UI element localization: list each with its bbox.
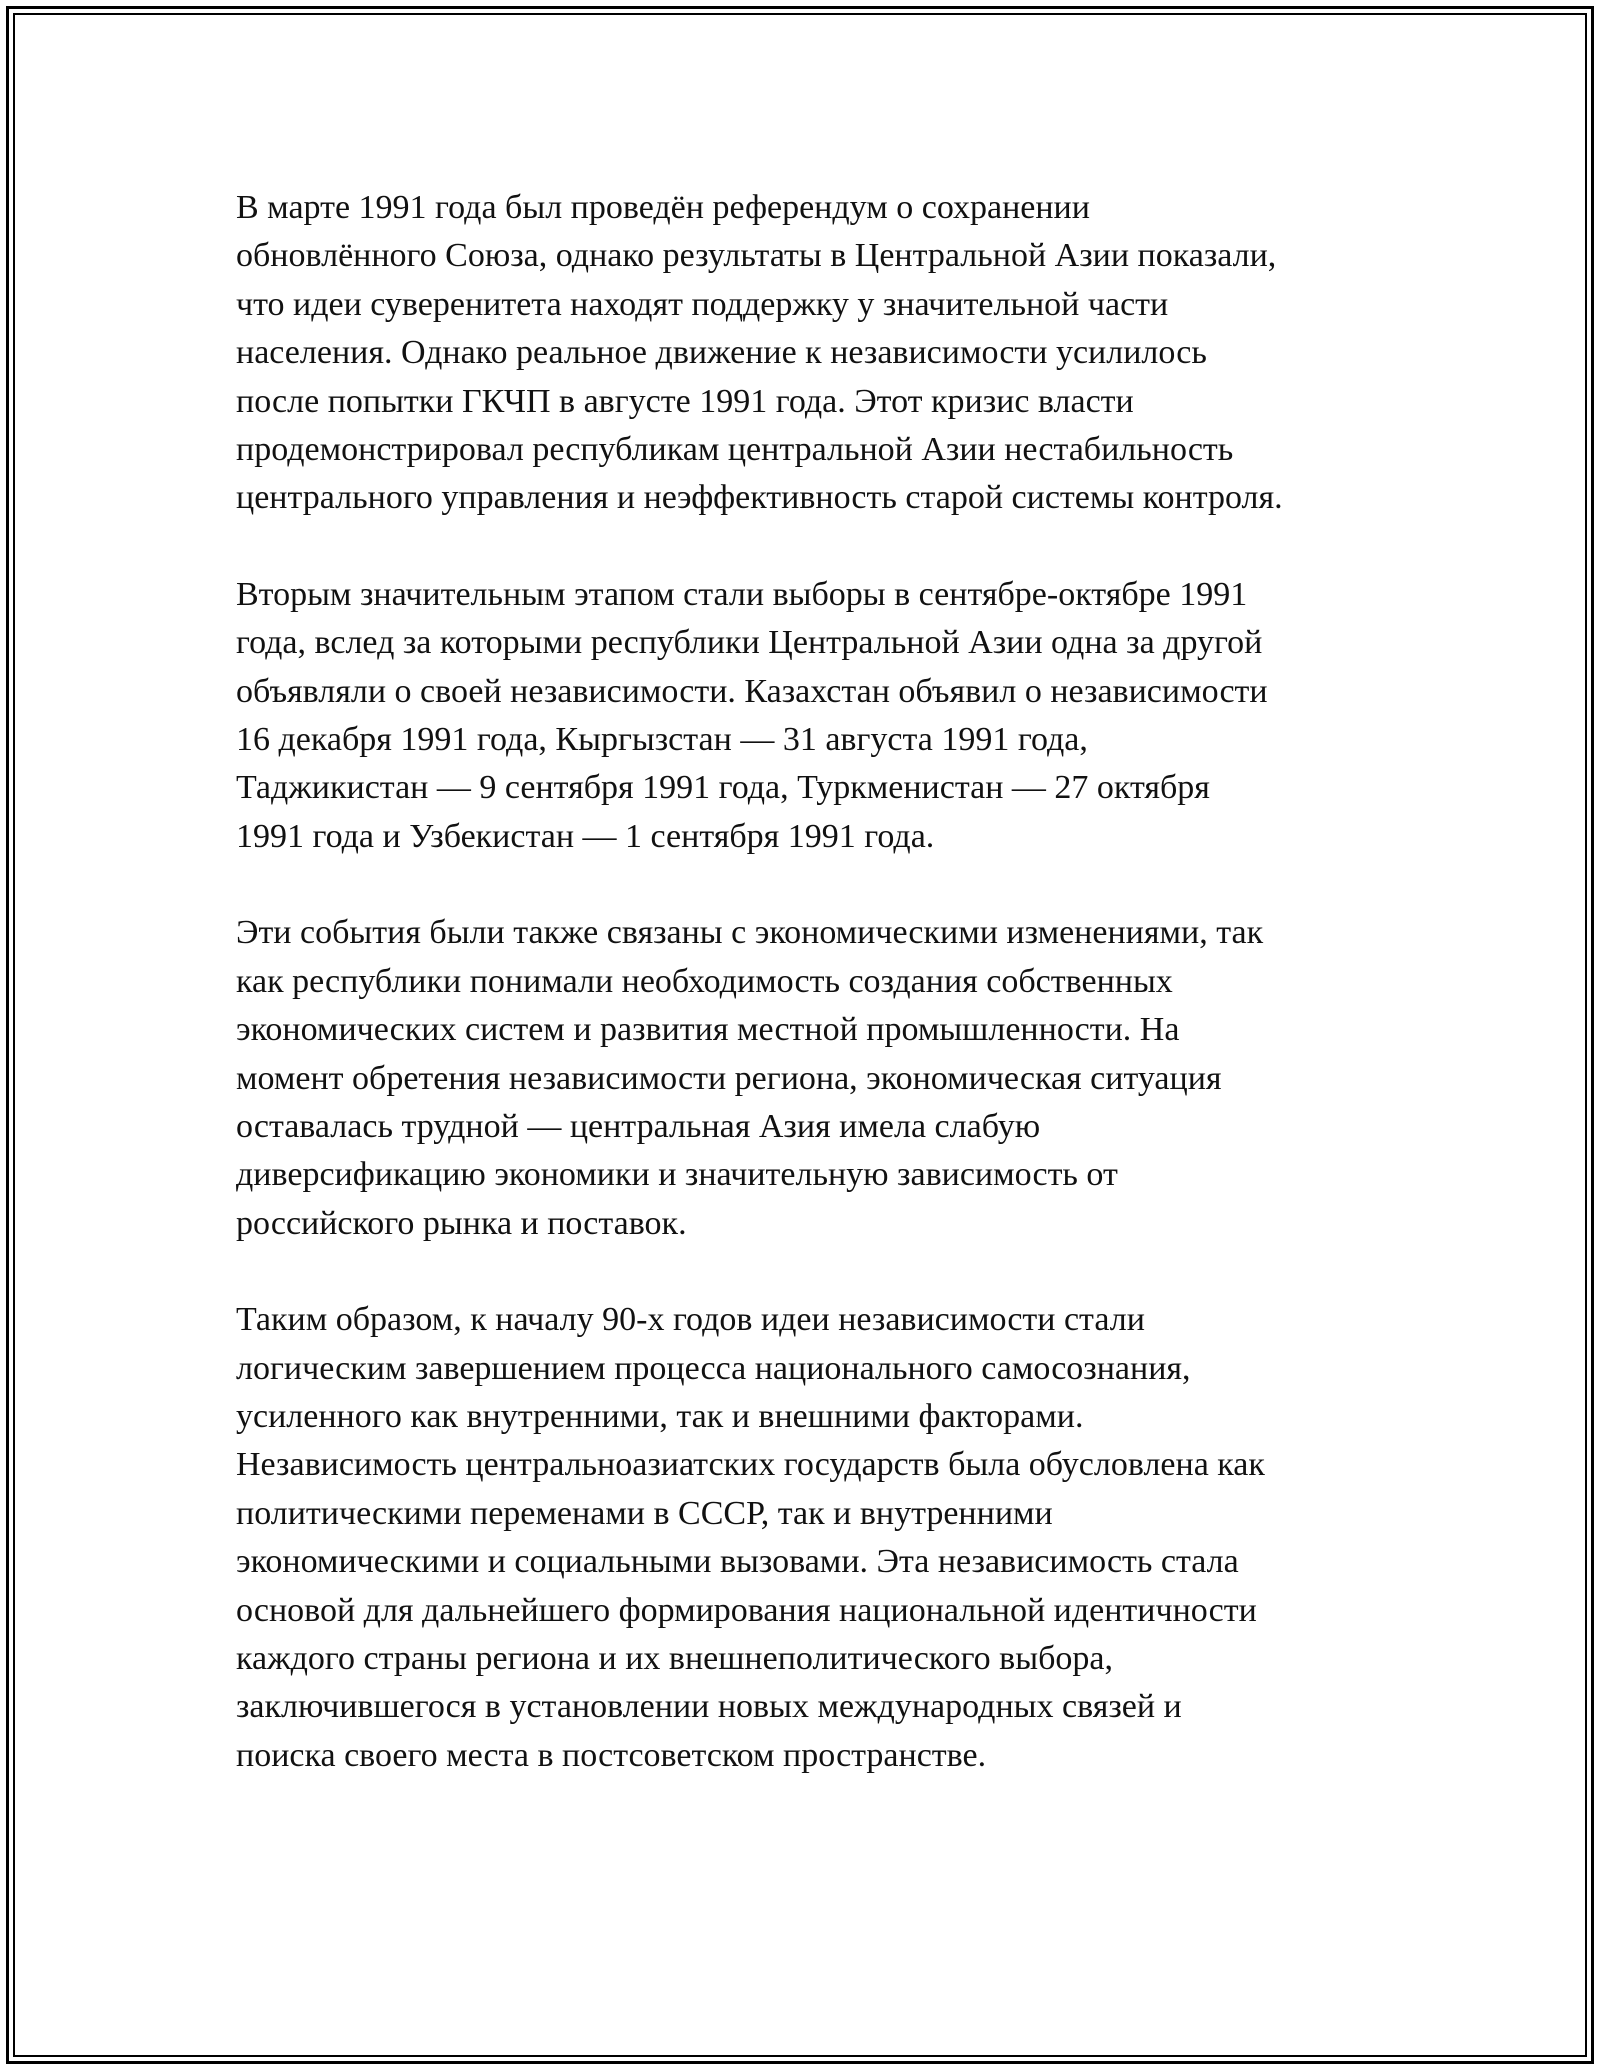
paragraph-referendum: В марте 1991 года был проведён референдум о сохранении обновлённого Союза, однако результаты в Центральной Азии показали, что идеи суверенитета находят поддержку у значительной части населения. Однако реальное движение к независимости усилилось после попытки ГКЧП в августе 1991 года. Этот кризис власти продемонстрировал республикам центральной Азии нестабильность центрального управления и неэффективность старой системы контроля. xyxy=(236,189,1283,517)
document-body xyxy=(236,184,1386,1828)
paragraph-independence-dates: Вторым значительным этапом стали выборы в сентябре-октябре 1991 года, вслед за которыми республики Центральной Азии одна за другой объявляли о своей независимости. Казахстан объявил о независимости 16 декабря 1991 года, Кыргызстан — 31 августа 1991 года, Таджикистан — 9 сентября 1991 года, Туркменистан — 27 октября 1991 года и Узбекистан — 1 сентября 1991 года. xyxy=(236,575,1268,855)
paragraph-conclusion: Таким образом, к началу 90-х годов идеи независимости стали логическим завершением процесса национального самосознания, усиленного как внутренними, так и внешними факторами. Независимость центральноазиатских государств была обусловлена как политическими переменами в СССР, так и внутренними экономическими и социальными вызовами. Эта независимость стала основой для дальнейшего формирования национальной идентичности каждого страны региона и их внешнеполитического выбора, заключившегося в установлении новых международных связей и поиска своего места в постсоветском пространстве. xyxy=(236,1301,1265,1774)
paragraph-economy: Эти события были также связаны с экономическими изменениями, так как республики понимали необходимость создания собственных экономических систем и развития местной промышленности. На момент обретения независимости региона, экономическая ситуация оставалась трудной — центральная Азия имела слабую диверсификацию экономики и значительную зависимость от российского рынка и поставок. xyxy=(236,914,1264,1242)
